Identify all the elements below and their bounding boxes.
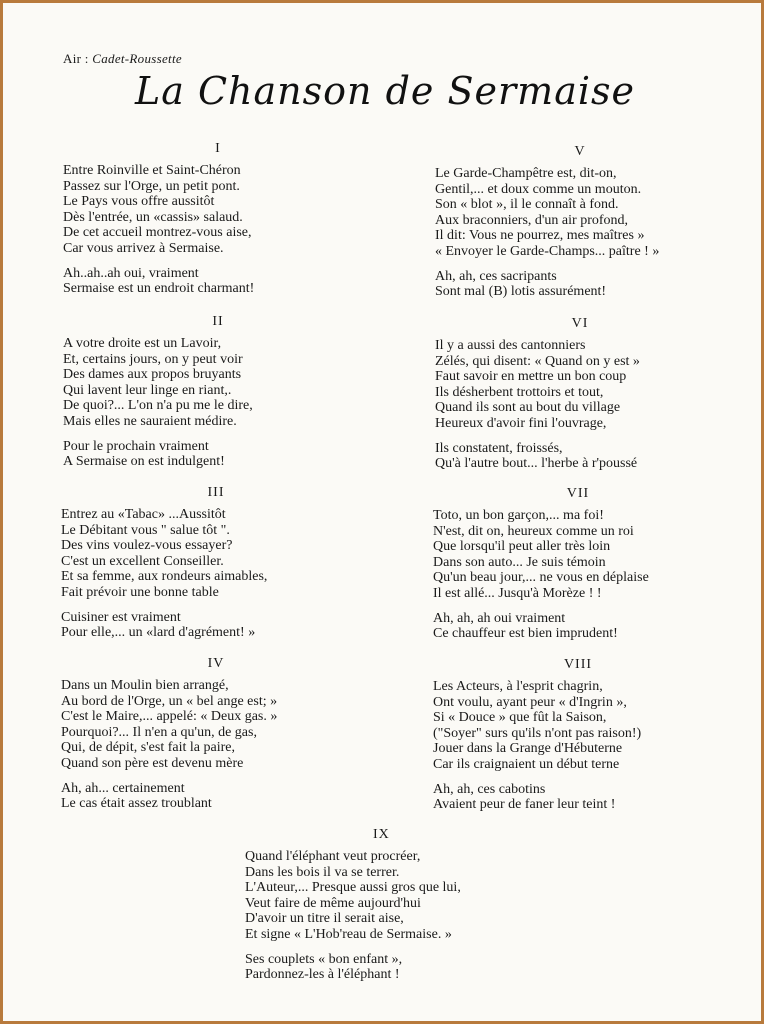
verse-line: Et signe « L'Hob'reau de Sermaise. » — [245, 926, 452, 942]
verse-line: Toto, un bon garçon,... ma foi! — [433, 508, 604, 523]
verse-line: Veut faire de même aujourd'hui — [245, 895, 421, 911]
stanza-verse — [61, 507, 371, 601]
stanza-verse — [63, 163, 373, 257]
refrain-line: Sermaise est un endroit charmant! — [63, 281, 255, 297]
verse-line: L'Auteur,... Presque aussi gros que lui, — [245, 880, 461, 896]
verse-line: Quand l'éléphant veut procréer, — [245, 849, 421, 864]
verse-line: Dans les bois il va se terrer. — [245, 864, 400, 880]
stanza-verse — [245, 849, 545, 943]
verse-line: N'est, dit on, heureux comme un roi — [433, 523, 634, 539]
stanza-refrain — [433, 782, 723, 813]
stanza-verse — [63, 336, 373, 430]
stanza-number: IX — [373, 827, 390, 842]
stanza-number: IV — [207, 656, 225, 671]
stanza-6 — [435, 316, 725, 472]
refrain-line: Ce chauffeur est bien imprudent! — [433, 626, 618, 642]
verse-line: Dans un Moulin bien arrangé, — [61, 678, 229, 693]
verse-line: Quand ils sont au bout du village — [435, 400, 621, 416]
refrain-line: Ah, ah... certainement — [61, 780, 185, 796]
verse-line: Il dit: Vous ne pourrez, mes maîtres » — [435, 228, 645, 244]
stanza-number: II — [212, 314, 224, 329]
verse-line: Le Débitant vous " salue tôt ". — [61, 522, 230, 538]
refrain-line: Pardonnez-les à l'éléphant ! — [245, 967, 400, 983]
refrain-line: Cuisiner est vraiment — [61, 609, 181, 625]
verse-line: Les Acteurs, à l'esprit chagrin, — [433, 679, 603, 694]
verse-line: Que lorsqu'il peut aller très loin — [433, 539, 611, 555]
verse-line: Si « Douce » que fût la Saison, — [433, 710, 607, 726]
refrain-line: Qu'à l'autre bout... l'herbe à r'poussé — [435, 456, 638, 472]
stanza-refrain — [245, 952, 545, 983]
verse-line: ("Soyer" surs qu'ils n'ont pas raison!) — [433, 725, 642, 741]
verse-line: Le Garde-Champêtre est, dit-on, — [435, 166, 617, 181]
verse-line: Qu'un beau jour,... ne vous en déplaise — [433, 570, 649, 586]
refrain-line: Sont mal (B) lotis assurément! — [435, 284, 607, 300]
stanza-2 — [63, 314, 373, 470]
verse-line: Dans son auto... Je suis témoin — [433, 554, 606, 570]
stanza-refrain — [61, 610, 371, 641]
verse-line: Son « blot », il le connaît à fond. — [435, 197, 619, 213]
verse-line: « Envoyer le Garde-Champs... paître ! » — [435, 243, 660, 259]
refrain-line: Ah, ah, ces cabotins — [433, 781, 546, 797]
stanza-verse — [61, 678, 371, 772]
stanza-3 — [61, 485, 371, 641]
verse-line: Des dames aux propos bruyants — [63, 367, 242, 383]
stanza-number: V — [574, 144, 586, 159]
song-title: La Chanson de Sermaise — [135, 69, 635, 113]
verse-line: Et sa femme, aux rondeurs aimables, — [61, 569, 268, 585]
verse-line: A votre droite est un Lavoir, — [63, 336, 222, 351]
refrain-line: Pour le prochain vraiment — [63, 438, 209, 454]
verse-line: D'avoir un titre il serait aise, — [245, 911, 404, 927]
verse-line: Jouer dans la Grange d'Hébuterne — [433, 741, 623, 757]
air-label: Air : — [63, 51, 93, 66]
verse-line: Entrez au «Tabac» ...Aussitôt — [61, 507, 226, 522]
refrain-line: Ah..ah..ah oui, vraiment — [63, 265, 199, 281]
verse-line: De cet accueil montrez-vous aise, — [63, 225, 252, 241]
stanza-5 — [435, 144, 725, 300]
stanza-refrain — [433, 611, 723, 642]
stanza-number: VI — [571, 316, 589, 331]
verse-line: Car ils craignaient un début terne — [433, 756, 620, 772]
stanza-number: I — [215, 141, 221, 156]
air-line — [63, 51, 182, 67]
stanza-4 — [61, 656, 371, 812]
refrain-line: Ah, ah, ah oui vraiment — [433, 610, 566, 626]
stanza-number: VII — [566, 486, 590, 501]
stanza-7 — [433, 486, 723, 642]
verse-line: Qui lavent leur linge en riant,. — [63, 382, 232, 398]
refrain-line: Pour elle,... un «lard d'agrément! » — [61, 625, 256, 641]
stanza-9 — [245, 827, 545, 983]
verse-line: Ont voulu, ayant peur « d'Ingrin », — [433, 694, 627, 710]
verse-line: Pourquoi?... Il n'en a qu'un, de gas, — [61, 724, 257, 740]
stanza-number: III — [207, 485, 225, 500]
stanza-verse — [433, 508, 723, 602]
verse-line: Et, certains jours, on y peut voir — [63, 351, 243, 367]
refrain-line: Le cas était assez troublant — [61, 796, 212, 812]
refrain-line: Ah, ah, ces sacripants — [435, 268, 557, 284]
refrain-line: Ses couplets « bon enfant », — [245, 951, 403, 967]
verse-line: Dès l'entrée, un «cassis» salaud. — [63, 209, 243, 225]
stanza-refrain — [61, 781, 371, 812]
verse-line: Aux braconniers, d'un air profond, — [435, 212, 629, 228]
verse-line: C'est un excellent Conseiller. — [61, 553, 224, 569]
verse-line: De quoi?... L'on n'a pu me le dire, — [63, 398, 253, 414]
verse-line: Entre Roinville et Saint-Chéron — [63, 163, 241, 178]
refrain-line: Avaient peur de faner leur teint ! — [433, 797, 616, 813]
stanza-8 — [433, 657, 723, 813]
verse-line: Quand son père est devenu mère — [61, 755, 244, 771]
verse-line: Passez sur l'Orge, un petit pont. — [63, 178, 240, 194]
refrain-line: A Sermaise on est indulgent! — [63, 454, 225, 470]
verse-line: Mais elles ne sauraient médire. — [63, 413, 237, 429]
verse-line: Le Pays vous offre aussitôt — [63, 194, 215, 210]
stanza-verse — [435, 338, 725, 432]
verse-line: Gentil,... et doux comme un mouton. — [435, 181, 642, 197]
refrain-line: Ils constatent, froissés, — [435, 440, 563, 456]
verse-line: Faut savoir en mettre un bon coup — [435, 369, 627, 385]
verse-line: Au bord de l'Orge, un « bel ange est; » — [61, 693, 278, 709]
stanza-refrain — [435, 269, 725, 300]
stanza-verse — [433, 679, 723, 773]
stanza-1 — [63, 141, 373, 297]
verse-line: Des vins voulez-vous essayer? — [61, 538, 233, 554]
stanza-number: VIII — [563, 657, 593, 672]
stanza-refrain — [435, 441, 725, 472]
verse-line: Ils désherbent trottoirs et tout, — [435, 384, 604, 400]
verse-line: Il est allé... Jusqu'à Morèze ! ! — [433, 585, 602, 601]
verse-line: Car vous arrivez à Sermaise. — [63, 240, 224, 256]
stanza-refrain — [63, 439, 373, 470]
air-tune: Cadet-Roussette — [92, 51, 182, 66]
stanza-refrain — [63, 266, 373, 297]
verse-line: Qui, de dépit, s'est fait la paire, — [61, 740, 235, 756]
verse-line: Fait prévoir une bonne table — [61, 584, 219, 600]
stanza-verse — [435, 166, 725, 260]
verse-line: C'est le Maire,... appelé: « Deux gas. » — [61, 709, 278, 725]
verse-line: Zélés, qui disent: « Quand on y est » — [435, 353, 640, 369]
verse-line: Il y a aussi des cantonniers — [435, 338, 586, 353]
verse-line: Heureux d'avoir fini l'ouvrage, — [435, 415, 607, 431]
